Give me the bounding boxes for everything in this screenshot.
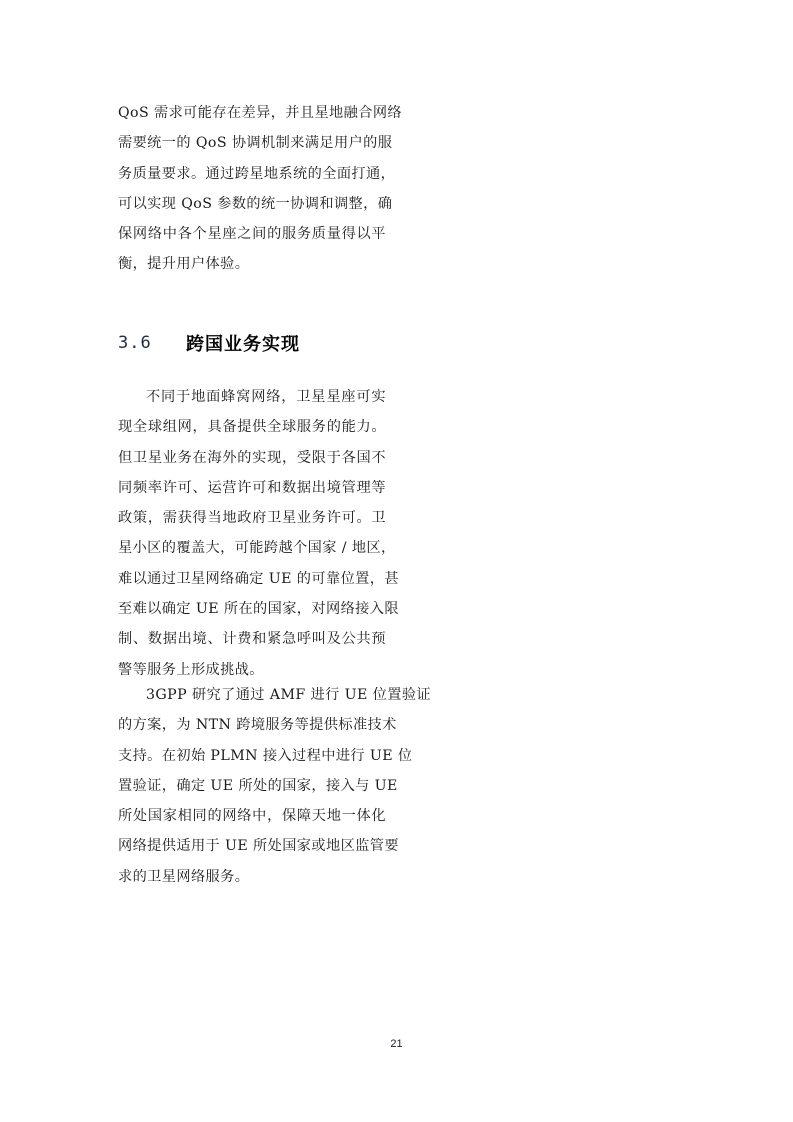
text-line: 衡，提升用户体验。 (118, 256, 250, 273)
text-line: QoS 需求可能存在差异，并且星地融合网络 (118, 105, 402, 121)
body-paragraph-1 (118, 382, 399, 685)
section-number: 3.6 (118, 333, 152, 353)
text-line: 保网络中各个星座之间的服务质量得以平 (118, 226, 386, 243)
text-line: 制、数据出境、计费和紧急呼叫及公共预 (118, 631, 386, 648)
text-line: 置验证，确定 UE 所处的国家，接入与 UE (118, 777, 398, 794)
page-number: 21 (390, 1038, 403, 1050)
text-line: 现全球组网，具备提供全球服务的能力。 (118, 419, 386, 436)
text-line: 所处国家相同的网络中，保障天地一体化 (118, 808, 386, 825)
text-line: 难以通过卫星网络确定 UE 的可靠位置，甚 (118, 570, 399, 587)
text-line: 星小区的覆盖大，可能跨越个国家 / 地区， (118, 540, 396, 557)
text-line: 的方案，为 NTN 跨境服务等提供标准技术 (118, 717, 397, 734)
text-line: 求的卫星网络服务。 (118, 868, 250, 885)
text-line: 可以实现 QoS 参数的统一协调和调整，确 (118, 195, 393, 212)
text-line: 网络提供适用于 UE 所处国家或地区监管要 (118, 838, 399, 855)
text-line: 务质量要求。通过跨星地系统的全面打通， (118, 165, 396, 182)
text-line: 3GPP 研究了通过 AMF 进行 UE 位置验证 (146, 687, 431, 703)
text-line: 至难以确定 UE 所在的国家，对网络接入限 (118, 601, 399, 618)
body-paragraph-2 (118, 680, 431, 892)
text-line: 但卫星业务在海外的实现，受限于各国不 (118, 449, 386, 466)
text-line: 政策，需获得当地政府卫星业务许可。卫 (118, 510, 386, 527)
section-heading (118, 328, 300, 358)
text-line: 不同于地面蜂窝网络，卫星星座可实 (146, 389, 386, 405)
section-title: 跨国业务实现 (186, 334, 300, 355)
text-line: 警等服务上形成挑战。 (118, 661, 264, 678)
text-line: 需要统一的 QoS 协调机制来满足用户的服 (118, 135, 393, 152)
text-line: 支持。在初始 PLMN 接入过程中进行 UE 位 (118, 747, 413, 764)
text-line: 同频率许可、运营许可和数据出境管理等 (118, 479, 386, 496)
continuation-paragraph (118, 98, 402, 280)
